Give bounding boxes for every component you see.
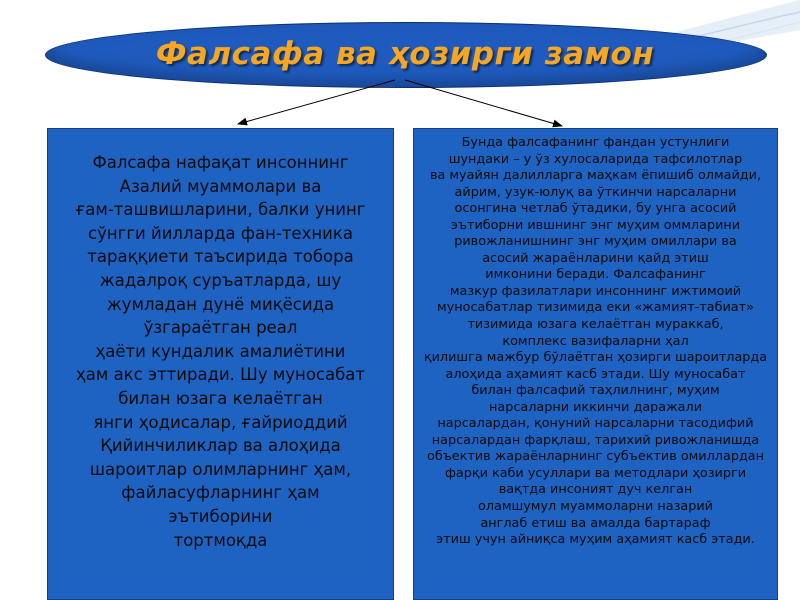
text-line: сўнгги йилларда фан-техника — [88, 223, 353, 243]
text-line: Қийинчиликлар ва алоҳида — [100, 436, 341, 456]
text-line: объектив жараёнларнинг субъектив омиллардан — [426, 449, 764, 465]
connector-arrows — [0, 0, 800, 140]
text-line: ҳаёти кундалик амалиётини — [95, 341, 346, 361]
text-line: Азалий муаммолари ва — [119, 176, 322, 196]
text-line: тортмоқда — [173, 530, 268, 550]
text-line: комплекс вазифаларни ҳал — [502, 333, 689, 349]
text-line: асосий жараёнларини қайд этиш — [482, 250, 709, 266]
text-line: шароитлар олимларнинг ҳам, — [89, 459, 352, 479]
text-line: билан фалсафий таҳлилнинг, муҳим — [471, 383, 720, 399]
text-line: Фалсафа нафақат инсоннинг — [92, 153, 349, 172]
text-line: билан юзага келаётган — [118, 388, 323, 408]
text-line: ўзгараётган реал — [143, 318, 298, 338]
text-line: этиш учун айниқса муҳим аҳамият касб этади. — [436, 532, 755, 548]
text-line: жумладан дунё миқёсида — [106, 294, 335, 314]
arrow-right — [405, 80, 562, 126]
text-line: осонгина четлаб ўтадики, бу унга асосий — [454, 201, 737, 217]
text-line: нарсаларни иккинчи даражали — [488, 399, 703, 415]
text-line: жадалроқ суръатларда, шу — [99, 270, 342, 290]
text-line: вақтда инсоният дуч келган — [498, 482, 693, 498]
text-line: айрим, узук-юлуқ ва ўткинчи нарсаларни — [454, 184, 737, 200]
text-line: ривожланишнинг энг муҳим омиллари ва — [454, 234, 737, 250]
text-line: нарсалардан фарқлаш, тарихий ривожланишда — [431, 432, 760, 448]
text-line: ғам-ташвишларини, балки унинг — [75, 200, 366, 220]
text-line: тизимида юзага келаётган мураккаб, — [467, 317, 724, 333]
text-line: эътиборини — [168, 506, 273, 526]
left-text-box — [47, 128, 394, 600]
text-line: шундаки – у ўз хулосаларида тафсилотлар — [448, 151, 743, 167]
text-line: қилишга мажбур бўлаётган ҳозирги шароитларда — [423, 350, 768, 366]
text-line: эътиборни ившнинг энг муҳим оммларини — [450, 217, 741, 233]
text-line: нарсалардан, қонуний нарсаларни тасодифий — [437, 416, 754, 432]
text-line: англаб етиш ва амалда бартараф — [480, 515, 711, 531]
right-text-box — [413, 128, 778, 600]
text-line: ва муайян далилларга маҳкам ёпишиб олмайди, — [429, 168, 762, 184]
text-line: алоҳида аҳамият касб этади. Шу муносабат — [445, 366, 746, 382]
text-line: Бунда фалсафанинг фандан устунлиги — [461, 135, 730, 150]
text-line: имконини беради. Фалсафанинг — [485, 267, 706, 283]
text-line: оламшумул муаммоларни назарий — [478, 499, 713, 515]
page-title: Фалсафа ва ҳозирги замон — [155, 36, 655, 72]
text-line: янги ҳодисалар, ғайриоддий — [93, 412, 348, 432]
text-line: ҳам акс эттиради. Шу муносабат — [76, 365, 365, 385]
text-line: мазкур фазилатлари инсоннинг ижтимоий — [449, 283, 742, 299]
text-line: муносабатлар тизимида еки «жамият-табиат» — [437, 300, 754, 316]
text-line: тараққиети таъсирида тобора — [87, 247, 354, 267]
arrow-left — [238, 80, 395, 124]
text-line: файласуфларнинг ҳам — [121, 483, 320, 503]
text-line: фарқи каби усуллари ва методлари ҳозирги — [444, 465, 747, 481]
